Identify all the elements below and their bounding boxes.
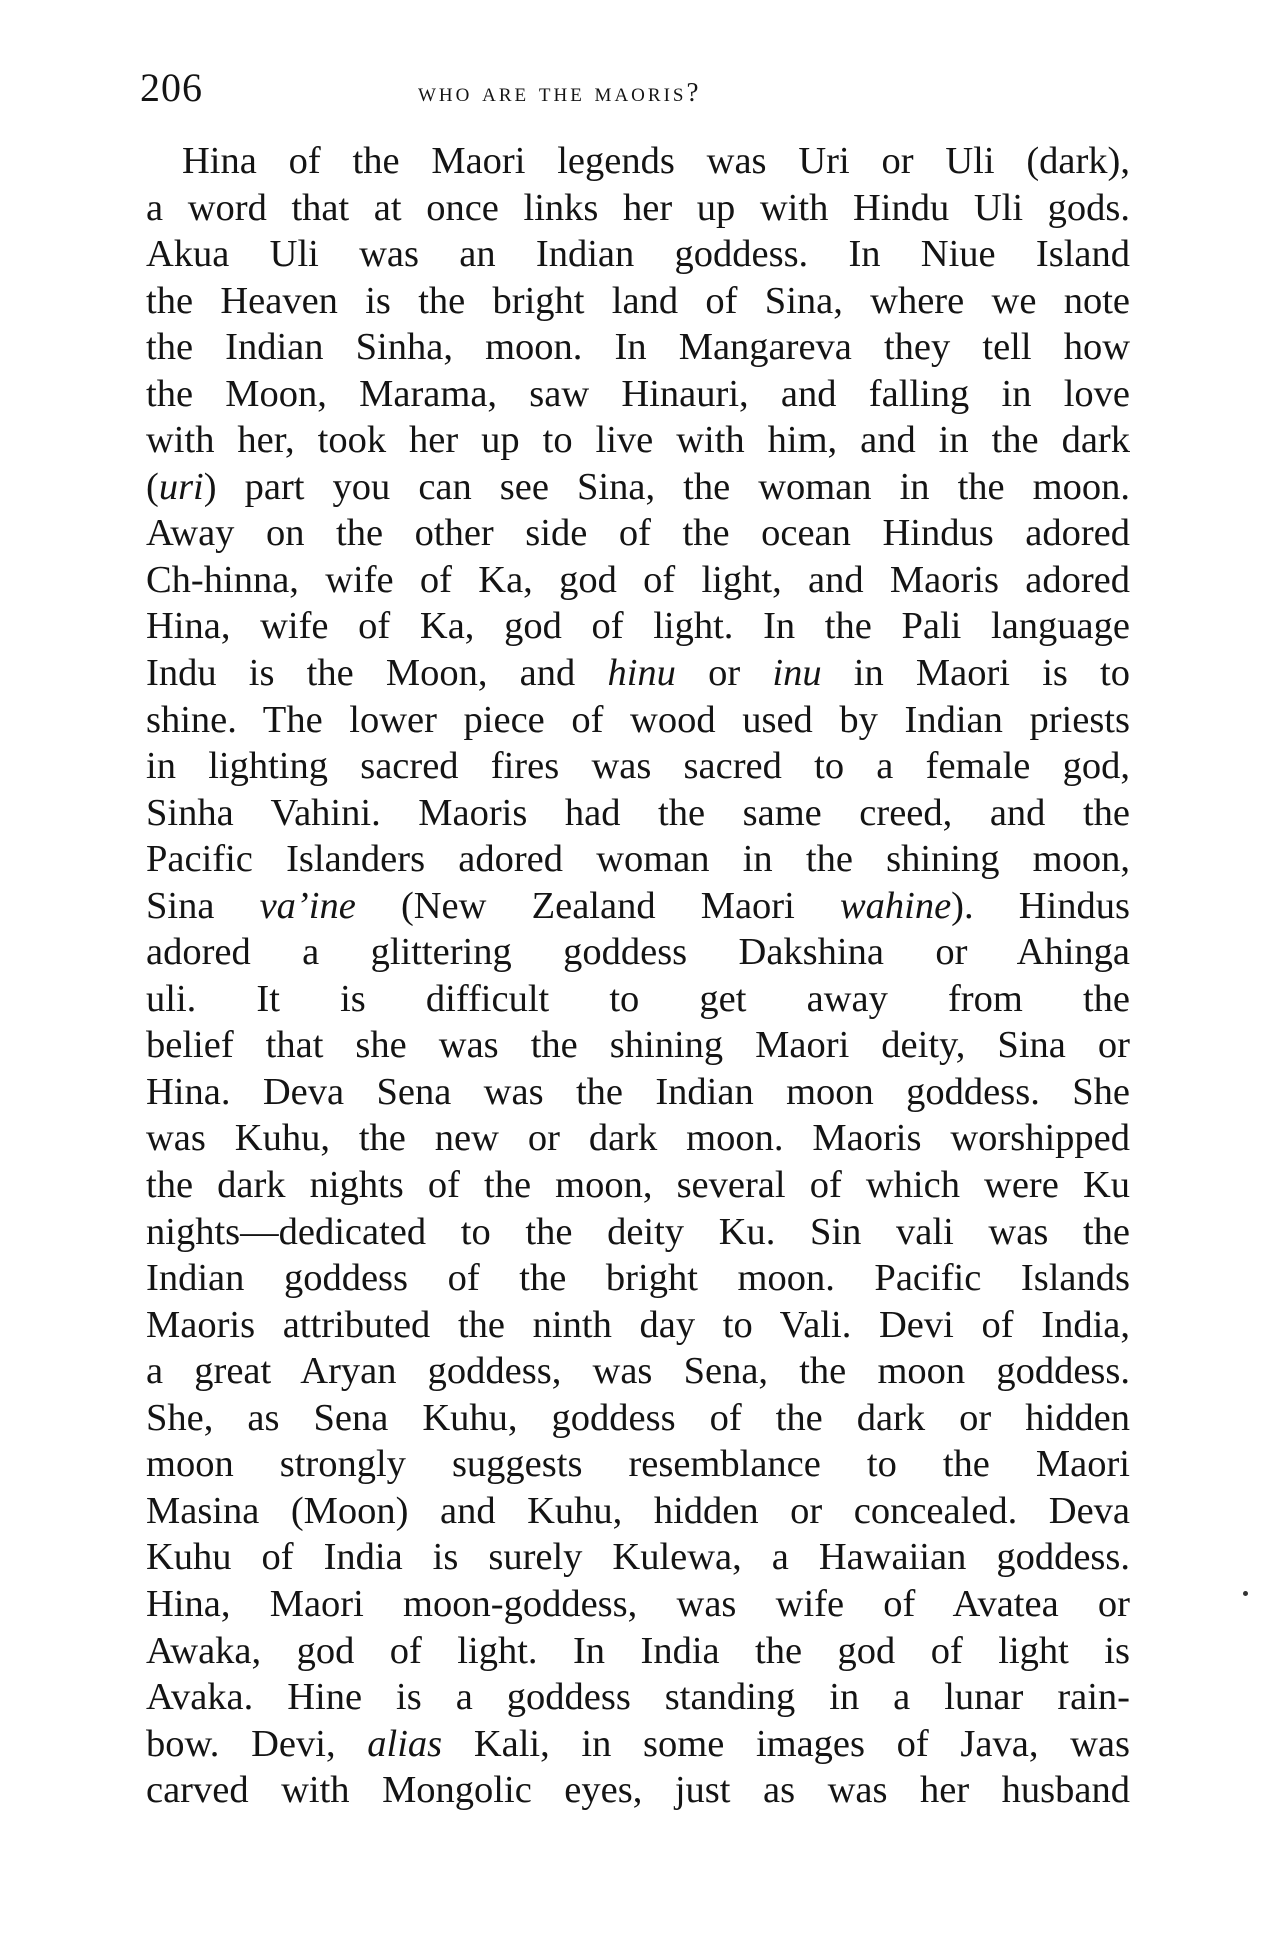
- text-line: Hina of the Maori legends was Uri or Uli (dark),: [182, 140, 1130, 182]
- text-line: adored a glittering goddess Dakshina or Ahinga: [146, 931, 1130, 974]
- text-line: bow. Devi, alias Kali, in some images of Java, was: [146, 1722, 1130, 1765]
- text-line: Masina (Moon) and Kuhu, hidden or concealed. Deva: [146, 1489, 1130, 1532]
- text-line: uli. It is difficult to get away from the: [146, 977, 1130, 1020]
- text-line: Avaka. Hine is a goddess standing in a lunar rain-: [146, 1676, 1130, 1719]
- text-line: the Heaven is the bright land of Sina, where we note: [146, 279, 1130, 322]
- text-line: Sinha Vahini. Maoris had the same creed, and the: [146, 791, 1130, 834]
- text-line: Kuhu of India is surely Kulewa, a Hawaiian goddess.: [146, 1536, 1130, 1579]
- text-line: Away on the other side of the ocean Hindus adored: [146, 512, 1130, 555]
- text-line: shine. The lower piece of wood used by Indian priests: [146, 698, 1130, 741]
- text-line: the dark nights of the moon, several of which were Ku: [146, 1164, 1130, 1207]
- running-head: [140, 58, 1130, 118]
- print-speck: [1243, 1591, 1248, 1596]
- text-line: Akua Uli was an Indian goddess. In Niue Island: [146, 233, 1130, 276]
- text-line: the Indian Sinha, moon. In Mangareva they tell how: [146, 326, 1130, 369]
- text-line: the Moon, Marama, saw Hinauri, and falling in love: [146, 372, 1130, 415]
- italic-term: wahine: [839, 884, 952, 927]
- italic-term: va’ine: [259, 884, 356, 927]
- text-line: a great Aryan goddess, was Sena, the moon goddess.: [146, 1350, 1130, 1393]
- text-line: with her, took her up to live with him, and in the dark: [146, 419, 1130, 462]
- body-text: [146, 138, 1130, 1814]
- text-line: Maoris attributed the ninth day to Vali. Devi of India,: [146, 1303, 1130, 1346]
- italic-term: hinu: [607, 652, 676, 695]
- text-line: She, as Sena Kuhu, goddess of the dark or hidden: [146, 1396, 1130, 1439]
- italic-term: inu: [772, 652, 822, 695]
- text-line: belief that she was the shining Maori deity, Sina or: [146, 1024, 1130, 1067]
- text-line: Ch-hinna, wife of Ka, god of light, and Maoris adored: [146, 558, 1130, 601]
- text-line: Hina, Maori moon-goddess, was wife of Avatea or: [146, 1582, 1130, 1625]
- text-line: nights—dedicated to the deity Ku. Sin vali was the: [146, 1210, 1130, 1253]
- running-title: who are the maoris?: [418, 77, 702, 107]
- text-line: Hina, wife of Ka, god of light. In the Pali language: [146, 605, 1130, 648]
- text-line: (uri) part you can see Sina, the woman in the moon.: [146, 465, 1130, 508]
- italic-term: uri: [158, 465, 204, 508]
- text-line: moon strongly suggests resemblance to the Maori: [146, 1443, 1130, 1486]
- text-line: Pacific Islanders adored woman in the shining moon,: [146, 838, 1130, 881]
- text-line: Awaka, god of light. In India the god of light is: [146, 1629, 1130, 1672]
- text-line: Sina va’ine (New Zealand Maori wahine). Hindus: [146, 884, 1130, 927]
- text-line: a word that at once links her up with Hindu Uli gods.: [146, 186, 1130, 229]
- text-line: carved with Mongolic eyes, just as was her husband: [146, 1769, 1130, 1812]
- text-line: Indu is the Moon, and hinu or inu in Maori is to: [146, 652, 1130, 695]
- italic-term: alias: [367, 1722, 443, 1765]
- text-line: Indian goddess of the bright moon. Pacific Islands: [146, 1257, 1130, 1300]
- text-line: in lighting sacred fires was sacred to a female god,: [146, 745, 1130, 788]
- text-line: was Kuhu, the new or dark moon. Maoris worshipped: [146, 1117, 1130, 1160]
- text-line: Hina. Deva Sena was the Indian moon goddess. She: [146, 1070, 1130, 1113]
- page-number: 206: [140, 65, 203, 110]
